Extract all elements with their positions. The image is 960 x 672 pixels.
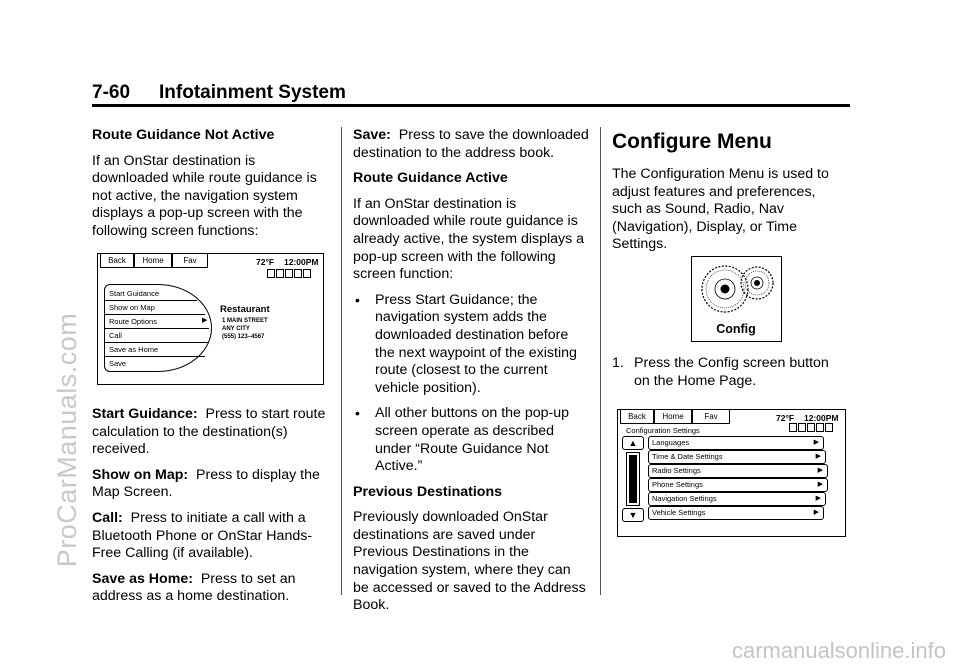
onstar-popup-screen (97, 253, 324, 385)
row-label: Radio Settings (652, 466, 701, 475)
step-text: Press the Config screen button on the Home Page. (634, 355, 829, 389)
status-icon (789, 423, 797, 432)
previous-text: Previously downloaded OnStar destinations are saved under Previous Destinations in the navigation system, where they can be accessed or saved to the Address Book. (353, 509, 586, 614)
step-number: 1. (612, 355, 624, 371)
status-icon (825, 423, 833, 432)
destination-phone: (555) 123–4567 (222, 334, 265, 340)
bullet-item (353, 292, 589, 398)
vehicle-settings-row[interactable] (648, 506, 824, 520)
row-label: Phone Settings (652, 480, 703, 489)
chevron-right-icon: ▶ (815, 453, 821, 460)
status-icons (267, 269, 311, 278)
time-date-settings-row[interactable] (648, 450, 826, 464)
temperature: 72°F (776, 413, 795, 423)
term: Save as Home: (92, 570, 193, 587)
fav-button[interactable]: Fav (692, 410, 730, 424)
chevron-right-icon: ▶ (817, 467, 823, 474)
heading-active: Route Guidance Active (353, 170, 508, 187)
bottom-watermark: carmanualsonline.info (731, 638, 946, 663)
configuration-settings-screen (617, 409, 846, 537)
row-label: Vehicle Settings (652, 508, 706, 517)
scrollbar-thumb[interactable] (629, 455, 637, 503)
navigation-settings-row[interactable] (648, 492, 826, 506)
column-1-definitions (92, 406, 328, 614)
definition: Press to save the downloaded destination to the address book. (353, 127, 589, 161)
languages-row[interactable] (648, 436, 824, 450)
term: Start Guidance: (92, 406, 198, 422)
start-guidance-button[interactable]: Start Guidance (105, 287, 197, 301)
term: Save: (353, 127, 391, 143)
side-watermark: ProCarManuals.com (52, 312, 82, 568)
back-button[interactable]: Back (620, 410, 654, 424)
clock: 12:00PM (284, 257, 319, 267)
gears-icon (692, 257, 780, 319)
column-divider-1 (341, 127, 342, 595)
column-1 (92, 127, 328, 249)
status-icon (285, 269, 293, 278)
term: Call: (92, 509, 123, 526)
definition: Press to display the Map Screen. (92, 466, 320, 501)
clock: 12:00PM (804, 413, 839, 423)
home-button[interactable]: Home (134, 254, 172, 268)
bullet-text: All other buttons on the pop-up screen operate as described under “Route Guidance Not Active.” (375, 405, 570, 475)
row-label: Time & Date Settings (652, 452, 723, 461)
status-icon (276, 269, 284, 278)
destination-name: Restaurant (220, 304, 270, 315)
step-1 (612, 355, 848, 390)
scrollbar-track[interactable] (626, 452, 640, 506)
definition: Press to start route calculation to the destination(s) received. (92, 406, 326, 458)
chevron-right-icon: ▶ (813, 439, 819, 446)
status-icon (267, 269, 275, 278)
bullet-text: Press Start Guidance; the navigation system adds the downloaded destination before the next waypoint of the existing route (closest to the current vehicle position). (375, 291, 577, 396)
intro-not-active: If an OnStar destination is downloaded while route guidance is not active, the navigation system displays a pop-up screen with the following screen functions: (92, 152, 317, 239)
destination-city: ANY CITY (222, 326, 250, 332)
config-button-figure[interactable] (691, 256, 782, 342)
column-2 (353, 127, 589, 623)
term: Show on Map: (92, 466, 189, 483)
save-as-home-button[interactable]: Save as Home (105, 343, 205, 357)
page-number: 7-60 (92, 82, 131, 103)
popup-menu (104, 284, 212, 372)
temperature: 72°F (256, 257, 275, 267)
fav-button[interactable]: Fav (172, 254, 208, 268)
definition-show-on-map (92, 467, 328, 502)
definition-save-as-home (92, 571, 328, 606)
chevron-right-icon: ▶ (815, 495, 821, 502)
definition-save (353, 127, 589, 162)
home-button[interactable]: Home (654, 410, 692, 424)
column-3-steps (612, 355, 848, 398)
definition-call (92, 510, 328, 563)
status-icon (798, 423, 806, 432)
heading-previous: Previous Destinations (353, 483, 503, 500)
header-rule (92, 104, 850, 107)
bullet-icon: • (355, 291, 360, 308)
status-icon (294, 269, 302, 278)
chevron-right-icon: ▶ (817, 481, 823, 488)
intro-active: If an OnStar destination is downloaded while route guidance is already active, the system displays a pop-up screen with the following screen function: (353, 195, 585, 283)
back-button[interactable]: Back (100, 254, 134, 268)
column-3 (612, 127, 848, 262)
save-button[interactable]: Save (109, 359, 127, 368)
definition: Press to initiate a call with a Bluetooth Phone or OnStar Hands-Free Calling (if available). (92, 509, 313, 562)
chevron-right-icon: ▶ (813, 509, 819, 516)
call-button[interactable]: Call (105, 329, 209, 343)
show-on-map-button[interactable]: Show on Map (105, 301, 205, 315)
row-label: Navigation Settings (652, 494, 717, 503)
bullet-item (353, 405, 589, 475)
screen-title: Configuration Settings (626, 426, 700, 435)
row-label: Languages (652, 438, 690, 447)
config-label: Config (716, 322, 756, 336)
scroll-up-button[interactable]: ▲ (622, 436, 644, 450)
status-icon (303, 269, 311, 278)
scroll-down-button[interactable]: ▼ (622, 508, 644, 522)
status-icons (789, 423, 833, 432)
phone-settings-row[interactable] (648, 478, 828, 492)
status-icon (816, 423, 824, 432)
definition: Press to set an address as a home destination. (92, 570, 296, 605)
definition-start-guidance (92, 406, 328, 459)
page-header (92, 82, 850, 108)
bullet-icon: • (355, 405, 360, 422)
config-intro: The Configuration Menu is used to adjust features and preferences, such as Sound, Radio, Nav (Navigation), Display, or Time Settings. (612, 166, 829, 253)
route-options-button[interactable]: Route Options (105, 315, 209, 329)
radio-settings-row[interactable] (648, 464, 828, 478)
page-title: Infotainment System (159, 82, 346, 103)
section-heading: Configure Menu (612, 130, 772, 153)
heading-not-active: Route Guidance Not Active (92, 127, 275, 143)
status-icon (807, 423, 815, 432)
column-divider-2 (600, 127, 601, 595)
route-options-arrow-icon: ▶ (202, 317, 208, 324)
destination-street: 1 MAIN STREET (222, 318, 268, 324)
